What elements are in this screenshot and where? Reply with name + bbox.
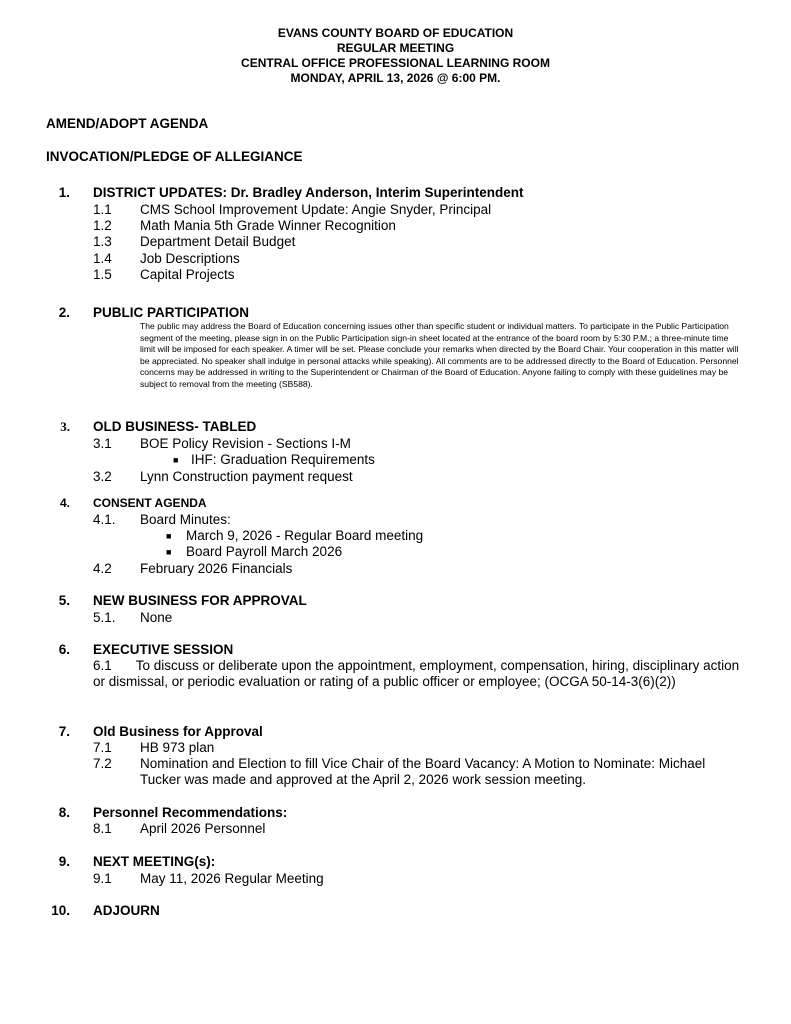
item-number: 7.1 <box>93 740 112 755</box>
section-amend-agenda: AMEND/ADOPT AGENDA <box>46 116 209 131</box>
section-7-title: Old Business for Approval <box>93 724 263 739</box>
item-text: HB 973 plan <box>140 740 215 755</box>
header-date: MONDAY, APRIL 13, 2026 @ 6:00 PM. <box>290 71 501 85</box>
section-invocation: INVOCATION/PLEDGE OF ALLEGIANCE <box>46 149 303 164</box>
bullet-text: IHF: Graduation Requirements <box>191 452 375 467</box>
section-9-title: NEXT MEETING(s): <box>93 854 216 869</box>
header-board-name: EVANS COUNTY BOARD OF EDUCATION <box>277 26 514 40</box>
item-number: 1.3 <box>93 234 112 249</box>
item-text: Math Mania 5th Grade Winner Recognition <box>140 218 396 233</box>
section-3-title: OLD BUSINESS- TABLED <box>93 419 257 434</box>
section-4-number: 4. <box>59 496 70 510</box>
section-9-number: 9. <box>58 854 70 869</box>
item-number: 1.1 <box>93 202 112 217</box>
section-5-title: NEW BUSINESS FOR APPROVAL <box>93 593 307 608</box>
item-text: April 2026 Personnel <box>140 821 266 836</box>
item-text: BOE Policy Revision - Sections I-M <box>140 436 351 451</box>
bullet-square-icon: ■ <box>173 455 179 465</box>
bullet-square-icon: ■ <box>166 547 172 557</box>
item-text: February 2026 Financials <box>140 561 293 576</box>
bullet-text: Board Payroll March 2026 <box>186 544 343 559</box>
item-number: 4.1. <box>93 512 116 527</box>
item-number: 3.1 <box>93 436 112 451</box>
section-8-title: Personnel Recommendations: <box>93 805 288 820</box>
item-number: 8.1 <box>93 821 112 836</box>
item-text: Capital Projects <box>140 267 235 282</box>
item-number: 4.2 <box>93 561 112 576</box>
header-meeting-type: REGULAR MEETING <box>336 41 455 55</box>
section-10-title: ADJOURN <box>93 903 160 918</box>
bullet-text: March 9, 2026 - Regular Board meeting <box>186 528 424 543</box>
section-3-number: 3. <box>60 419 70 434</box>
item-text: Department Detail Budget <box>140 234 296 249</box>
bullet-square-icon: ■ <box>166 531 172 541</box>
item-number: 6.1 <box>93 658 112 673</box>
section-1-title: DISTRICT UPDATES: Dr. Bradley Anderson, Interim Superintendent <box>93 185 524 200</box>
item-text: May 11, 2026 Regular Meeting <box>140 871 324 886</box>
section-8-number: 8. <box>58 805 70 820</box>
section-1-number: 1. <box>58 185 70 200</box>
section-7-number: 7. <box>58 724 70 739</box>
item-number: 3.2 <box>93 469 112 484</box>
item-number: 7.2 <box>93 756 112 771</box>
section-6-number: 6. <box>58 642 70 657</box>
item-number: 9.1 <box>93 871 112 886</box>
section-10-number: 10. <box>51 903 70 918</box>
header-location: CENTRAL OFFICE PROFESSIONAL LEARNING ROOM <box>241 56 550 70</box>
item-text: Board Minutes: <box>140 512 231 527</box>
section-4-title: CONSENT AGENDA <box>93 496 207 510</box>
item-text: To discuss or deliberate upon the appointment, employment, compensation, hiring, disciplinary action or dismissal, or periodic evaluation or rating of a public officer or employee; (OCGA 50-14-3(6)(2)) <box>93 658 740 690</box>
item-text: CMS School Improvement Update: Angie Snyder, Principal <box>140 202 492 217</box>
item-number: 1.4 <box>93 251 112 266</box>
section-5-number: 5. <box>58 593 70 608</box>
section-6-title: EXECUTIVE SESSION <box>93 642 234 657</box>
item-number: 1.5 <box>93 267 112 282</box>
item-number: 1.2 <box>93 218 112 233</box>
item-text: Job Descriptions <box>140 251 240 266</box>
executive-session-paragraph <box>93 658 743 691</box>
item-text: Nomination and Election to fill Vice Chair of the Board Vacancy: A Motion to Nominate: Michael Tucker was made and approved at the April 2, 2026 work session meeting. <box>140 756 706 788</box>
public-participation-rules: The public may address the Board of Education concerning issues other than specific student or individual matters. To participate in the Public Participation segment of the meeting, please sign in on the Public Participation sign-in sheet located at the entrance of the board room by 5:30 P.M.; a three-minute time limit will be imposed for each speaker. A timer will be set. Please conclude your remarks when directed by the Board Chair. Your cooperation in this matter will be appreciated. No speaker shall indulge in personal attacks while speaking). All comments are to be addressed directly to the Board of Education. Personnel concerns may be addressed in writing to the Superintendent or Chairman of the Board of Education. Anyone failing to comply with these guidelines may be subject to removal from the meeting (SB588). <box>140 321 739 389</box>
item-number: 5.1. <box>93 610 116 625</box>
section-2-title: PUBLIC PARTICIPATION <box>93 305 249 320</box>
item-text: Lynn Construction payment request <box>140 469 353 484</box>
section-2-number: 2. <box>58 305 70 320</box>
item-text: None <box>140 610 173 625</box>
